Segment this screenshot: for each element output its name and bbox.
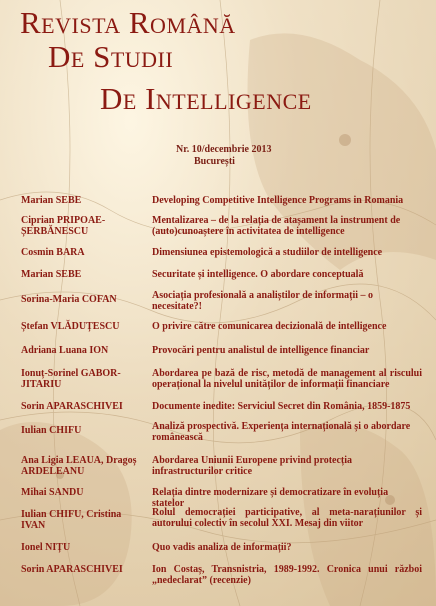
toc-article-title: Abordarea Uniunii Europene privind protecția infrastructurilor critice (152, 455, 353, 477)
toc-author: Cosmin BARA (21, 247, 85, 258)
toc-article-title: Asociația profesională a analiștilor de informații – o necesitate?! (152, 290, 374, 312)
issue-number-date: Nr. 10/decembrie 2013 (176, 144, 272, 155)
issue-city: București (194, 156, 235, 167)
toc-author: Sorin APARASCHIVEI (21, 401, 123, 412)
toc-author: Adriana Luana ION (21, 345, 109, 356)
toc-author: Mihai SANDU (21, 487, 84, 498)
toc-author: Ciprian PRIPOAE-ȘERBĂNESCU (21, 215, 106, 237)
journal-title-line-1: Revista Română (20, 5, 236, 40)
toc-author: Iulian CHIFU, Cristina IVAN (21, 509, 122, 531)
toc-author: Ionuț-Sorinel GABOR-JITARIU (21, 368, 121, 390)
journal-title-line-2: De Studii (48, 39, 174, 74)
toc-author: Ana Ligia LEAUA, Dragoș ARDELEANU (21, 455, 137, 477)
toc-article-title: Ion Costaș, Transnistria, 1989-1992. Cronica unui război „nedeclarat” (recenzie) (152, 564, 422, 586)
toc-article-title: Documente inedite: Serviciul Secret din România, 1859-1875 (152, 401, 411, 412)
toc-article-title: Dimensiunea epistemologică a studiilor de intelligence (152, 247, 383, 258)
toc-author: Marian SEBE (21, 269, 82, 280)
toc-article-title: Abordarea pe bază de risc, metodă de management al riscului operațional la nivelul unităților de informații financiare (152, 368, 422, 390)
toc-article-title: Developing Competitive Intelligence Programs in Romania (152, 195, 404, 206)
toc-author: Sorina-Maria COFAN (21, 294, 117, 305)
toc-article-title: Quo vadis analiza de informații? (152, 542, 292, 553)
toc-article-title: Relația dintre modernizare și democratizare în evoluția statelor (152, 487, 389, 509)
toc-article-title: Rolul democrației participative, al meta-narațiunilor și autorului colectiv în secolul XXI. Mesaj din viitor (152, 507, 422, 529)
toc-article-title: Mentalizarea – de la relația de atașament la instrument de (auto)cunoaștere în activitatea de intelligence (152, 215, 401, 237)
toc-article-title: Securitate și intelligence. O abordare conceptuală (152, 269, 364, 280)
toc-author: Ștefan VLĂDUȚESCU (21, 321, 120, 332)
toc-article-title: Analiză prospectivă. Experiența internațională și o abordare românească (152, 421, 411, 443)
toc-author: Ionel NIȚU (21, 542, 71, 553)
journal-title-line-3: De Intelligence (100, 81, 312, 116)
toc-author: Marian SEBE (21, 195, 82, 206)
toc-article-title: Provocări pentru analistul de intelligence financiar (152, 345, 370, 356)
toc-article-title: O privire către comunicarea decizională de intelligence (152, 321, 387, 332)
toc-author: Iulian CHIFU (21, 425, 82, 436)
toc-author: Sorin APARASCHIVEI (21, 564, 123, 575)
